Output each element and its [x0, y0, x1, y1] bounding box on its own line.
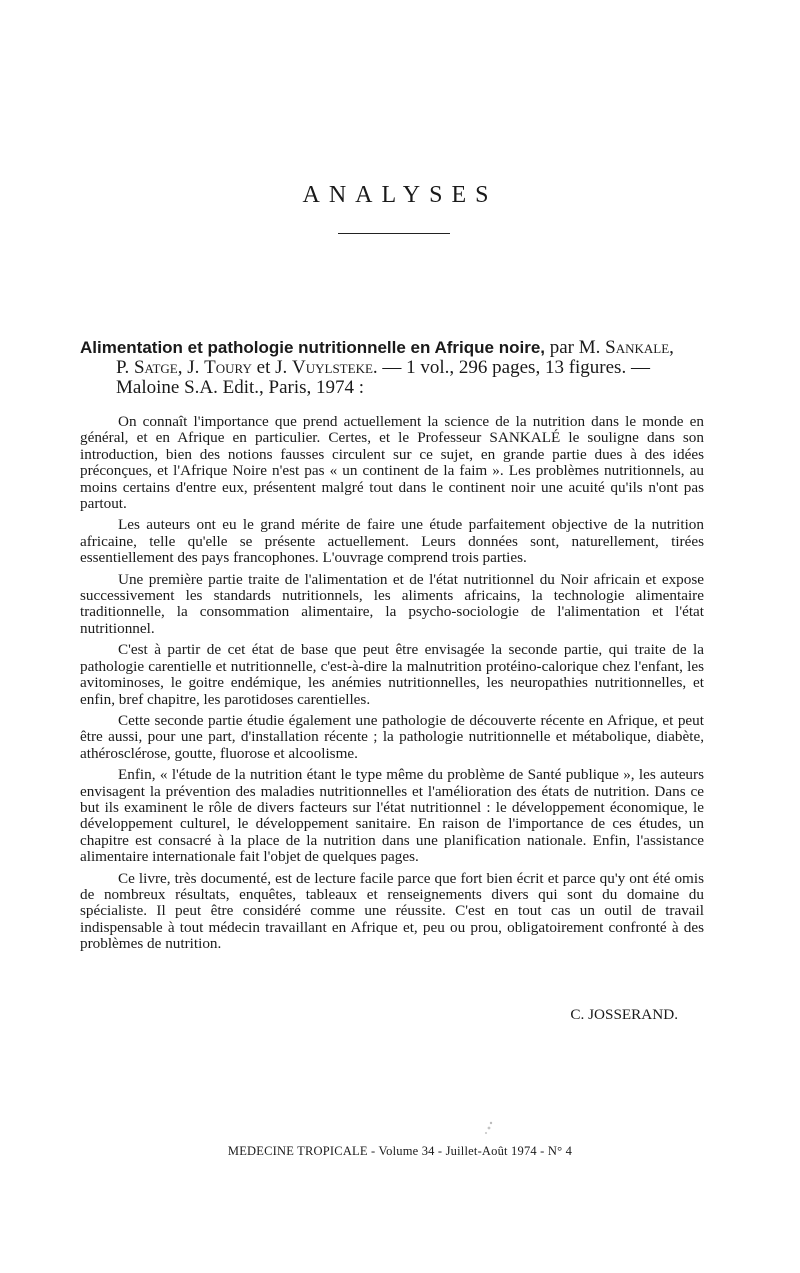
paragraph: Une première partie traite de l'alimentation et de l'état nutritionnel du Noir africain et expose successivement les standards nutritionnels, les aliments africains, la technologie alimentaire traditionnelle, la consommation alimentaire, la psycho-sociologie de l'alimentation et l'état nutritionnel. — [80, 570, 704, 637]
reference-by: par M. — [549, 337, 601, 358]
book-reference — [80, 338, 720, 398]
paragraph: On connaît l'importance que prend actuellement la science de la nutrition dans le monde en général, et en Afrique en particulier. Certes, et le Professeur SANKALÉ le souligne dans son introduction, bien des notions fausses circulent sur ce sujet, en grande partie dues à des idées préconçues, et l'Afrique Noire n'est pas « un continent de la faim ». Les problèmes nutritionnels, au moins certains d'entre eux, présentent malgré tout dans le continent noir une acuité qu'ils n'ont pas partout. — [80, 413, 704, 513]
review-body — [80, 414, 704, 958]
paragraph: Les auteurs ont eu le grand mérite de faire une étude parfaitement objective de la nutrition africaine, telle qu'elle se présente actuellement. Leurs données sont, naturellement, tirées essentiellement des pays francophones. L'ouvrage comprend trois parties. — [80, 516, 704, 567]
author-toury: Toury — [204, 357, 252, 378]
book-title: Alimentation et pathologie nutritionnelle en Afrique noire, — [80, 338, 545, 357]
reference-publisher: Maloine S.A. Edit., Paris, 1974 : — [116, 377, 365, 398]
paragraph: Enfin, « l'étude de la nutrition étant le type même du problème de Santé publique », les auteurs envisagent la prévention des maladies nutritionnelles et l'amélioration des états de nutrition. Dans ce but ils examinent le rôle de divers facteurs sur l'état nutritionnel : le développement économique, le développement culturel, le développement sanitaire. En raison de l'importance de ces études, un chapitre est consacré à la place de la nutrition dans une planification nationale. Enfin, l'assistance alimentaire internationale fait l'objet de quelques pages. — [80, 766, 704, 866]
print-speck-mark — [482, 1120, 494, 1138]
author-vuylsteke: Vuylsteke. — [292, 357, 378, 378]
reference-details: — 1 vol., 296 pages, 13 figures. — — [382, 357, 650, 378]
paragraph: Ce livre, très documenté, est de lecture facile parce que fort bien écrit et parce qu'y ont été omis de nombreux résultats, enquêtes, tableaux et renseignements divers qui sont du domaine du spécialiste. Il peut être considéré comme une réussite. C'est en tout cas un outil de travail indispensable à tout médecin travaillant en Afrique et, peu ou prou, obligatoirement confronté à des problèmes de nutrition. — [80, 869, 704, 953]
reviewer-signature: C. JOSSERAND. — [570, 1006, 678, 1023]
title-divider — [338, 233, 450, 234]
reference-authors-line — [80, 358, 720, 378]
reference-and: et J. — [256, 357, 288, 378]
author-satge: Satge, — [133, 357, 183, 378]
paragraph: C'est à partir de cet état de base que peut être envisagée la seconde partie, qui traite de la pathologie carentielle et nutritionnelle, c'est-à-dire la malnutrition protéino-calorique chez l'enfant, les avitominoses, le goitre endémique, les anémies nutritionnelles, les neuropathies nutritionnelles, et enfin, bref chapitre, les parotidoses carentielles. — [80, 641, 704, 708]
author-sankale: Sankale, — [605, 337, 674, 358]
journal-footer: MEDECINE TROPICALE - Volume 34 - Juillet-Août 1974 - N° 4 — [227, 1144, 573, 1158]
page-title: ANALYSES — [302, 182, 498, 208]
author-initial-p: P. — [116, 357, 130, 378]
author-initial-j: J. — [187, 357, 200, 378]
paragraph: Cette seconde partie étudie également une pathologie de découverte récente en Afrique, et peut être aussi, pour une part, d'installation récente ; la pathologie nutritionnelle et métabolique, diabète, athérosclérose, goutte, fluorose et alcoolisme. — [80, 711, 704, 762]
